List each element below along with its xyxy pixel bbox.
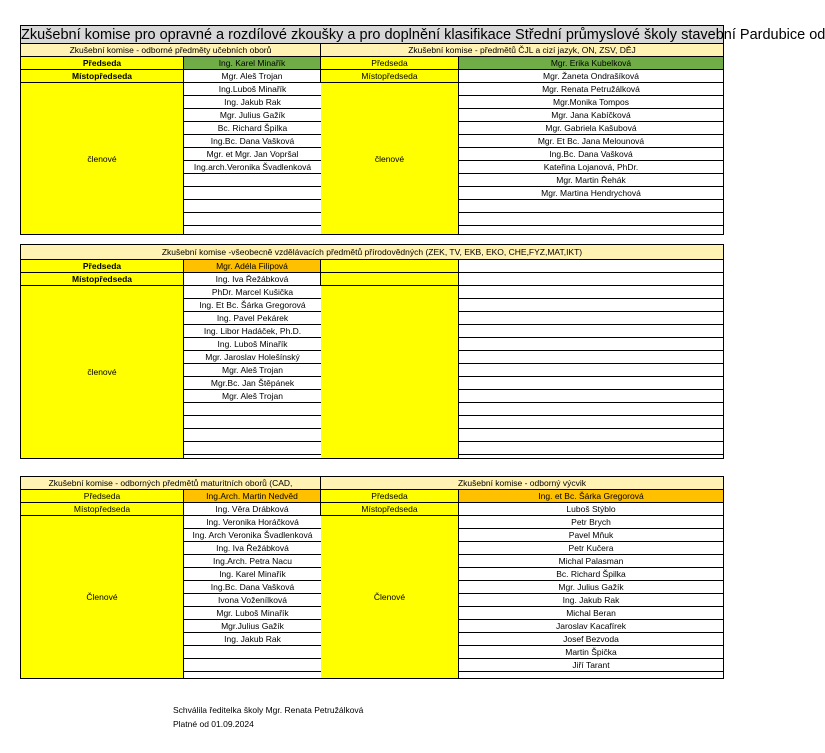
member-row: Michal Palasman	[459, 555, 723, 568]
member-row: Mgr. et Mgr. Jan Vopršal	[184, 148, 321, 161]
section-maturita-and-training	[20, 476, 724, 679]
approval-note: Schválila ředitelka školy Mgr. Renata Petružálková	[173, 705, 364, 715]
member-row	[459, 377, 723, 390]
training-vice-label: Místopředseda	[321, 503, 459, 516]
left-members-list	[184, 83, 321, 226]
maturita-vice-label: Místopředseda	[21, 503, 184, 516]
member-row: Ing.Luboš Minařík	[184, 83, 321, 96]
member-row	[459, 338, 723, 351]
member-row	[184, 659, 321, 672]
member-row: Ing. Et Bc. Šárka Gregorová	[184, 299, 321, 312]
training-members-label: Členové	[321, 516, 459, 678]
right-chair-name: Mgr. Erika Kubelková	[459, 57, 723, 70]
member-row: Mgr.Julius Gažík	[184, 620, 321, 633]
member-row: Pavel Mňuk	[459, 529, 723, 542]
maturita-chair-label: Předseda	[21, 490, 184, 503]
science-blank-list	[459, 286, 723, 455]
right-members-label: členové	[321, 83, 459, 234]
member-row: Mgr. Martina Hendrychová	[459, 187, 723, 200]
member-row: Ing. Libor Hadáček, Ph.D.	[184, 325, 321, 338]
member-row: Jiří Tarant	[459, 659, 723, 672]
science-committee-header: Zkušební komise -všeobecně vzdělávacích předmětů přírodovědných (ZEK, TV, EKB, EKO, CHE,FYZ,MAT,IKT)	[21, 245, 723, 260]
member-row: Ing.Bc. Dana Vašková	[459, 148, 723, 161]
science-chair-name: Mgr. Adéla Filipová	[184, 260, 321, 273]
member-row	[184, 416, 321, 429]
right-vice-name: Mgr. Žaneta Ondrašíková	[459, 70, 723, 83]
member-row: Mgr.Monika Tompos	[459, 96, 723, 109]
member-row	[459, 312, 723, 325]
member-row: Mgr. Aleš Trojan	[184, 390, 321, 403]
member-row: Michal Beran	[459, 607, 723, 620]
member-row: Ing.Bc. Dana Vašková	[184, 135, 321, 148]
validity-note: Platné od 01.09.2024	[173, 719, 254, 729]
member-row: PhDr. Marcel Kušička	[184, 286, 321, 299]
left-members-label: členové	[21, 83, 184, 234]
member-row	[459, 364, 723, 377]
member-row: Mgr. Et Bc. Jana Melounová	[459, 135, 723, 148]
member-row: Ing.Bc. Dana Vašková	[184, 581, 321, 594]
left-committee-header: Zkušební komise - odborné předměty učebních oborů	[21, 44, 321, 57]
member-row: Ing.Arch. Petra Nacu	[184, 555, 321, 568]
left-vice-label: Místopředseda	[21, 70, 184, 83]
science-members-list	[184, 286, 321, 455]
science-vice-name: Ing. Iva Řežábková	[184, 273, 321, 286]
member-row	[459, 403, 723, 416]
maturita-chair-name: Ing.Arch. Martin Nedvěd	[184, 490, 321, 503]
science-vice-label: Místopředseda	[21, 273, 184, 286]
member-row: Mgr. Aleš Trojan	[184, 364, 321, 377]
left-chair-label: Předseda	[21, 57, 184, 70]
science-blank-cell-1	[459, 260, 723, 273]
section-science-subjects	[20, 244, 724, 459]
member-row	[184, 429, 321, 442]
member-row: Mgr. Luboš Minařík	[184, 607, 321, 620]
right-chair-label: Předseda	[321, 57, 459, 70]
member-row: Josef Bezvoda	[459, 633, 723, 646]
member-row: Kateřina Lojanová, PhDr.	[459, 161, 723, 174]
left-chair-name: Ing. Karel Minařík	[184, 57, 321, 70]
science-blank-label-2	[321, 273, 459, 286]
training-committee-header: Zkušební komise - odborný výcvik	[321, 477, 723, 490]
member-row	[459, 200, 723, 213]
member-row	[459, 416, 723, 429]
member-row: Ing.arch.Veronika Švadlenková	[184, 161, 321, 174]
member-row	[459, 325, 723, 338]
training-chair-label: Předseda	[321, 490, 459, 503]
member-row: Martin Špička	[459, 646, 723, 659]
member-row: Ing. Iva Řežábková	[184, 542, 321, 555]
member-row	[184, 442, 321, 455]
member-row: Bc. Richard Špilka	[184, 122, 321, 135]
member-row	[184, 174, 321, 187]
science-blank-cell-2	[459, 273, 723, 286]
member-row: Ing. Jakub Rak	[184, 633, 321, 646]
member-row: Ing. Jakub Rak	[459, 594, 723, 607]
member-row	[184, 403, 321, 416]
science-blank-label-1	[321, 260, 459, 273]
training-members-list	[459, 516, 723, 672]
member-row: Ing. Veronika Horáčková	[184, 516, 321, 529]
member-row: Petr Kučera	[459, 542, 723, 555]
science-chair-label: Předseda	[21, 260, 184, 273]
member-row	[459, 286, 723, 299]
member-row: Jaroslav Kacafírek	[459, 620, 723, 633]
training-chair-name: Ing. et Bc. Šárka Gregorová	[459, 490, 723, 503]
member-row: Ing. Luboš Minařík	[184, 338, 321, 351]
member-row	[459, 213, 723, 226]
member-row: Ing. Pavel Pekárek	[184, 312, 321, 325]
right-vice-label: Místopředseda	[321, 70, 459, 83]
member-row: Ing. Karel Minařík	[184, 568, 321, 581]
maturita-committee-header: Zkušební komise - odborných předmětů maturitních oborů (CAD,	[21, 477, 321, 490]
member-row: Mgr. Julius Gažík	[459, 581, 723, 594]
member-row: Mgr. Jana Kabíčková	[459, 109, 723, 122]
left-vice-name: Mgr. Aleš Trojan	[184, 70, 321, 83]
section-vocational-and-languages	[20, 43, 724, 235]
member-row	[184, 187, 321, 200]
member-row: Bc. Richard Špilka	[459, 568, 723, 581]
member-row: Mgr. Renata Petružálková	[459, 83, 723, 96]
maturita-members-list	[184, 516, 321, 672]
science-blank-members-label	[321, 286, 459, 458]
science-members-label: členové	[21, 286, 184, 458]
member-row: Mgr. Martin Řehák	[459, 174, 723, 187]
right-committee-header: Zkušební komise - předmětů ČJL a cizí jazyk, ON, ZSV, DĚJ	[321, 44, 723, 57]
maturita-members-label: Členové	[21, 516, 184, 678]
member-row	[184, 200, 321, 213]
right-members-list	[459, 83, 723, 226]
member-row	[459, 429, 723, 442]
member-row: Mgr. Jaroslav Holešínský	[184, 351, 321, 364]
member-row: Mgr.Bc. Jan Štěpánek	[184, 377, 321, 390]
member-row	[459, 351, 723, 364]
member-row	[184, 646, 321, 659]
member-row: Mgr. Gabriela Kašubová	[459, 122, 723, 135]
member-row: Ing. Jakub Rak	[184, 96, 321, 109]
member-row	[459, 442, 723, 455]
member-row	[459, 390, 723, 403]
maturita-vice-name: Ing. Věra Drábková	[184, 503, 321, 516]
member-row: Mgr. Julius Gažík	[184, 109, 321, 122]
member-row: Ing. Arch Veronika Švadlenková	[184, 529, 321, 542]
member-row: Petr Brych	[459, 516, 723, 529]
member-row: Ivona Voženílková	[184, 594, 321, 607]
page-title: Zkušební komise pro opravné a rozdílové zkoušky a pro doplnění klasifikace Střední průmyslové školy stavební Pardubice od	[21, 27, 825, 43]
member-row	[184, 213, 321, 226]
training-vice-name: Luboš Stýblo	[459, 503, 723, 516]
member-row	[459, 299, 723, 312]
